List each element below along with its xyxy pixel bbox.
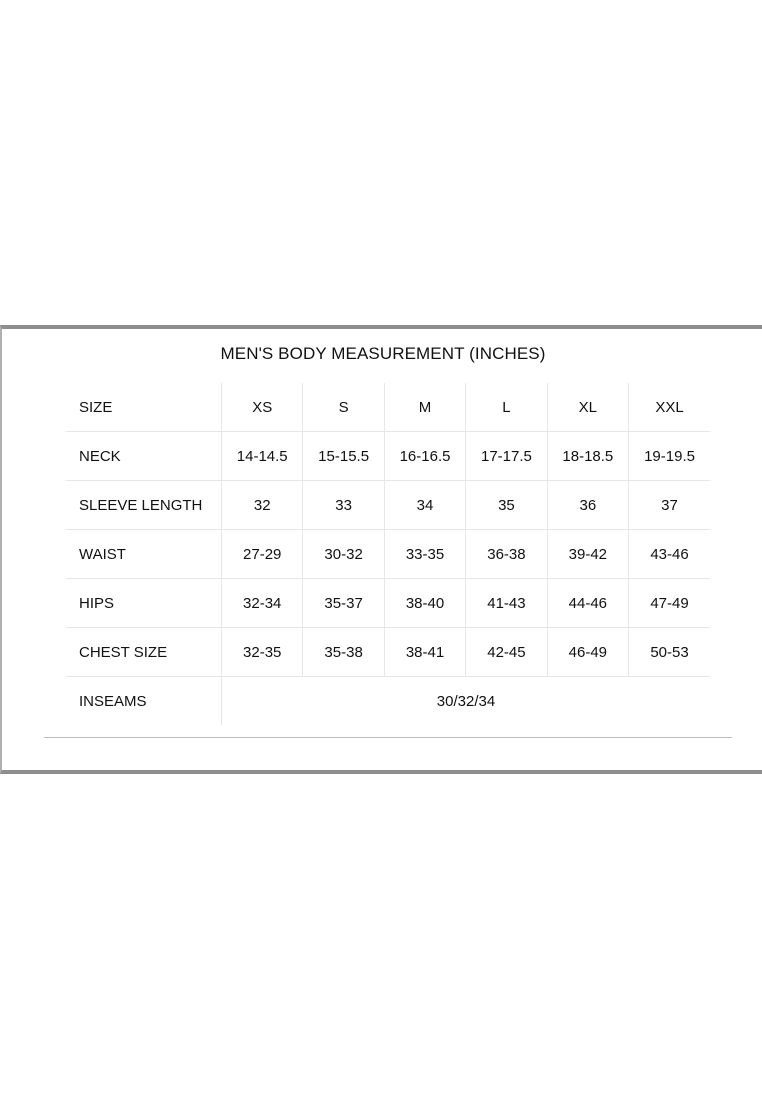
table-cell: 35-37 <box>303 579 384 628</box>
table-cell: 14-14.5 <box>222 432 303 481</box>
table-cell: 42-45 <box>466 628 547 677</box>
table-cell: 47-49 <box>629 579 710 628</box>
table-row-neck <box>66 432 710 481</box>
row-label: INSEAMS <box>79 692 147 710</box>
table-cell: 43-46 <box>629 530 710 579</box>
table-cell: 15-15.5 <box>303 432 384 481</box>
table-cell: 19-19.5 <box>629 432 710 481</box>
table-cell: 37 <box>629 481 710 530</box>
size-header-xxl: XXL <box>629 383 710 432</box>
table-cell: 32-34 <box>222 579 303 628</box>
header-label: SIZE <box>66 383 222 432</box>
table-cell: 41-43 <box>466 579 547 628</box>
size-header-xs: XS <box>222 383 303 432</box>
size-header-xl: XL <box>547 383 628 432</box>
row-label: SLEEVE LENGTH <box>66 481 222 530</box>
size-header-s: S <box>303 383 384 432</box>
table-cell: 35-38 <box>303 628 384 677</box>
table-cell: 36-38 <box>466 530 547 579</box>
table-cell: 39-42 <box>547 530 628 579</box>
table-cell: 33-35 <box>384 530 465 579</box>
table-row-hips <box>66 579 710 628</box>
row-label: CHEST SIZE <box>66 628 222 677</box>
inseams-value: 30/32/34 <box>222 677 711 726</box>
table-cell: 38-40 <box>384 579 465 628</box>
size-header-m: M <box>384 383 465 432</box>
measurement-table <box>66 383 710 725</box>
table-cell: 16-16.5 <box>384 432 465 481</box>
table-cell: 33 <box>303 481 384 530</box>
table-cell: 50-53 <box>629 628 710 677</box>
table-cell: 34 <box>384 481 465 530</box>
table-cell: 32 <box>222 481 303 530</box>
chart-title: MEN'S BODY MEASUREMENT (INCHES) <box>220 344 546 363</box>
size-header-l: L <box>466 383 547 432</box>
row-label: WAIST <box>66 530 222 579</box>
table-cell: 18-18.5 <box>547 432 628 481</box>
row-label: NECK <box>66 432 222 481</box>
row-label: HIPS <box>66 579 222 628</box>
table-header-row <box>66 383 710 432</box>
table-row-waist <box>66 530 710 579</box>
table-cell: 30-32 <box>303 530 384 579</box>
table-cell: 44-46 <box>547 579 628 628</box>
table-cell: 36 <box>547 481 628 530</box>
bottom-divider <box>44 737 732 738</box>
table-row-inseams <box>66 677 710 726</box>
table-cell: 17-17.5 <box>466 432 547 481</box>
table-cell: 32-35 <box>222 628 303 677</box>
table-cell: 46-49 <box>547 628 628 677</box>
table-cell: 38-41 <box>384 628 465 677</box>
size-chart-panel <box>0 325 762 774</box>
table-cell: 35 <box>466 481 547 530</box>
table-cell: 27-29 <box>222 530 303 579</box>
table-row-chest-size <box>66 628 710 677</box>
table-row-sleeve-length <box>66 481 710 530</box>
